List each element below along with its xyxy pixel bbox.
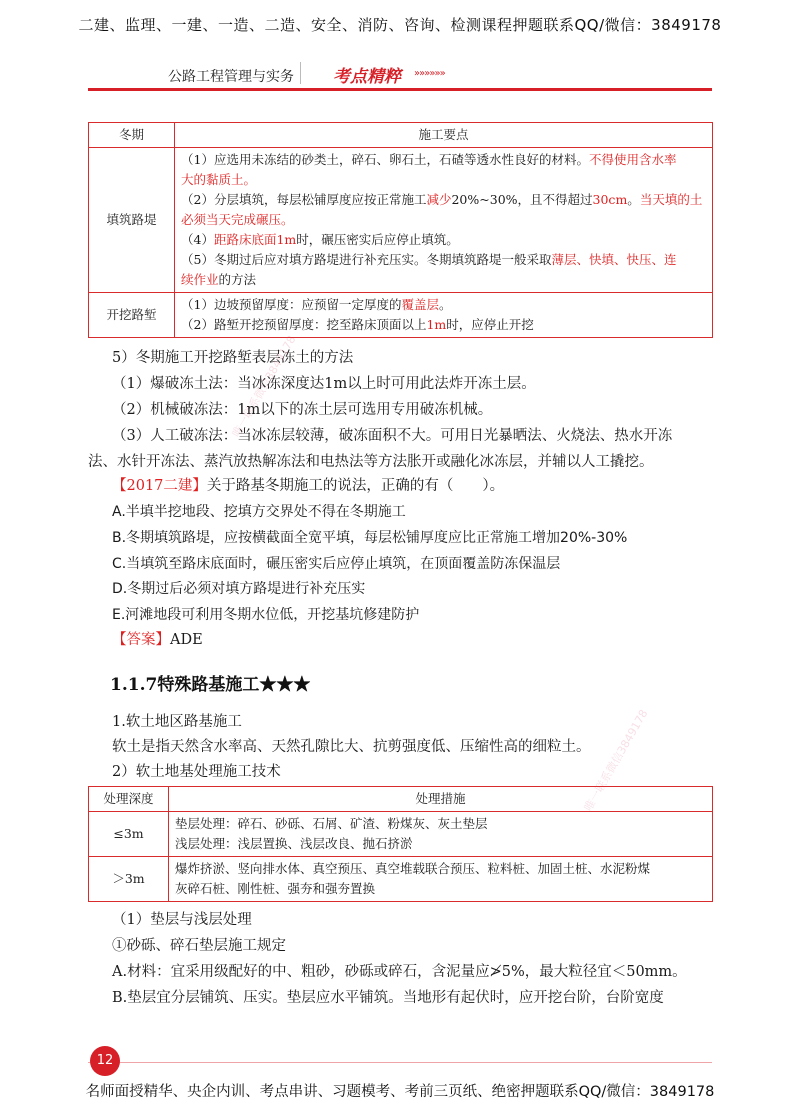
body-text: 。 xyxy=(627,192,640,207)
depth-cell-shallow: ≤3m xyxy=(89,812,169,857)
table-row-embankment xyxy=(89,148,713,293)
cushion-subheading: ①砂砾、碎石垫层施工规定 xyxy=(112,938,286,954)
highlight-text: 大的黏质土。 xyxy=(181,172,257,187)
highlight-text: 续作业 xyxy=(181,272,219,287)
rich-line xyxy=(181,295,706,315)
answer-line xyxy=(112,628,738,652)
method-mechanical: （2）机械破冻法：1m以下的冻土层可选用专用破冻机械。 xyxy=(112,402,493,418)
body-text: 20%~30%，且不得超过 xyxy=(451,192,593,207)
header-rule xyxy=(88,88,712,91)
measure-line: 垫层处理：碎石、砂砾、石屑、矿渣、粉煤灰、灰土垫层 xyxy=(175,816,488,831)
body-text: 时，应停止开挖 xyxy=(446,317,534,332)
rich-line xyxy=(181,210,706,230)
rich-line xyxy=(181,190,706,210)
table-header-row xyxy=(89,123,713,148)
table-header-row xyxy=(89,787,713,812)
method-manual-line1: （3）人工破冻法：当冰冻层较薄，破冻面积不大。可用日光暴晒法、火烧法、热水开冻 xyxy=(112,428,673,444)
measures-cell-shallow xyxy=(169,812,713,857)
highlight-text: 覆盖层 xyxy=(401,297,439,312)
question-label: 【2017二建】 xyxy=(112,478,207,494)
bottom-banner: 名师面授精华、央企内训、考点串讲、习题模考、考前三页纸、绝密押题联系QQ/微信：3849178 xyxy=(85,1084,715,1100)
soft-soil-definition: 软土是指天然含水率高、天然孔隙比大、抗剪强度低、压缩性高的细粒土。 xyxy=(112,739,591,755)
body-text: （5）冬期过后应对填方路堤进行补充压实。冬期填筑路堤一般采取 xyxy=(181,252,552,267)
row-content-cutting xyxy=(175,293,713,338)
highlight-text: 距路床底面1m xyxy=(213,232,297,247)
soft-soil-technique-heading: 2）软土地基处理施工技术 xyxy=(112,764,281,780)
measure-line: 浅层处理：浅层置换、浅层改良、抛石挤淤 xyxy=(175,836,413,851)
method-blasting: （1）爆破冻土法：当冰冻深度达1m以上时可用此法炸开冻土层。 xyxy=(112,376,536,392)
method-manual-line2: 法、水针开冻法、蒸汽放热解冻法和电热法等方法胀开或融化冰冻层，并辅以人工撬挖。 xyxy=(88,454,654,470)
body-text: （2）路堑开挖预留厚度：挖至路床顶面以上 xyxy=(181,317,427,332)
body-text: （2）分层填筑，每层松铺厚度应按正常施工 xyxy=(181,192,427,207)
rich-line xyxy=(181,170,706,190)
cushion-heading: （1）垫层与浅层处理 xyxy=(112,912,252,928)
highlight-text: 1m xyxy=(426,317,447,332)
row-category-cutting: 开挖路堑 xyxy=(89,293,175,338)
column-header-points: 施工要点 xyxy=(175,123,713,148)
rich-line xyxy=(181,230,706,250)
table-row-cutting xyxy=(89,293,713,338)
methods-heading: 5）冬期施工开挖路堑表层冻土的方法 xyxy=(112,350,354,366)
question-stem: 关于路基冬期施工的说法，正确的有（ ）。 xyxy=(206,478,505,494)
section-heading xyxy=(110,670,310,695)
column-header-depth: 处理深度 xyxy=(89,787,169,812)
table-row xyxy=(89,812,713,857)
answer-label: 【答案】 xyxy=(112,632,170,648)
measures-cell-deep xyxy=(169,857,713,902)
brand-title: 考点精粹 xyxy=(333,67,401,87)
highlight-text: 必须当天完成碾压。 xyxy=(181,212,294,227)
body-text: （4） xyxy=(181,232,214,247)
rich-line xyxy=(181,270,706,290)
subject-title: 公路工程管理与实务 xyxy=(168,69,294,85)
section-number: 1.1.7 xyxy=(110,675,158,695)
answer-value: ADE xyxy=(170,632,203,648)
highlight-text: 30cm xyxy=(592,192,628,207)
highlight-text: 不得使用含水率 xyxy=(588,152,677,167)
rich-line xyxy=(181,315,706,335)
table-row xyxy=(89,857,713,902)
body-text: 的方法 xyxy=(218,272,257,287)
row-category-embankment: 填筑路堤 xyxy=(89,148,175,293)
soft-soil-treatment-table xyxy=(88,786,713,902)
section-title: 特殊路基施工 xyxy=(157,675,260,695)
body-text: （1）边坡预留厚度：应预留一定厚度的 xyxy=(181,297,402,312)
footer-rule xyxy=(88,1062,712,1063)
option-b: B.冬期填筑路堤，应按横截面全宽平填，每层松铺厚度应比正常施工增加20%-30% xyxy=(112,530,628,546)
body-text: 时，碾压密实后应停止填筑。 xyxy=(296,232,459,247)
question-stem-line xyxy=(112,474,738,498)
watermark-text: 唯一联系微信3849178 xyxy=(581,707,651,814)
option-d: D.冬期过后必须对填方路堤进行补充压实 xyxy=(112,581,366,597)
cushion-material: A.材料：宜采用级配好的中、粗砂，砂砾或碎石，含泥量应≯5%，最大粒径宜＜50mm。 xyxy=(112,964,687,980)
rich-line xyxy=(181,150,706,170)
page-number-badge: 12 xyxy=(90,1046,120,1076)
row-content-embankment xyxy=(175,148,713,293)
chevron-decoration: »»»»»» xyxy=(414,68,445,79)
highlight-text: 当天填的土 xyxy=(639,192,703,207)
measure-line: 爆炸挤淤、竖向排水体、真空预压、真空堆载联合预压、粒料桩、加固土桩、水泥粉煤 xyxy=(175,861,651,876)
depth-cell-deep: ＞3m xyxy=(89,857,169,902)
winter-construction-table xyxy=(88,122,713,338)
highlight-text: 减少 xyxy=(426,192,452,207)
option-e: E.河滩地段可利用冬期水位低，开挖基坑修建防护 xyxy=(112,607,420,623)
body-text: （1）应选用未冻结的砂类土，碎石、卵石土，石碴等透水性良好的材料。 xyxy=(181,152,589,167)
cushion-layering: B.垫层宜分层铺筑、压实。垫层应水平铺筑。当地形有起伏时，应开挖台阶，台阶宽度 xyxy=(112,990,664,1006)
body-text: 。 xyxy=(438,297,452,312)
watermark-text: 唯一联系微信3849178 xyxy=(229,333,299,440)
column-header-measures: 处理措施 xyxy=(169,787,713,812)
top-banner: 二建、监理、一建、一造、二造、安全、消防、咨询、检测课程押题联系QQ/微信：3849178 xyxy=(78,16,722,34)
option-c: C.当填筑至路床底面时，碾压密实后应停止填筑，在顶面覆盖防冻保温层 xyxy=(112,556,561,572)
highlight-text: 薄层、快填、快压、连 xyxy=(551,252,677,267)
header-divider xyxy=(300,62,301,84)
star-rating-icon: ★★★ xyxy=(259,675,311,695)
measure-line: 灰碎石桩、刚性桩、强夯和强夯置换 xyxy=(175,881,376,896)
soft-soil-subheading: 1.软土地区路基施工 xyxy=(112,714,242,730)
column-header-season: 冬期 xyxy=(89,123,175,148)
option-a: A.半填半挖地段、挖填方交界处不得在冬期施工 xyxy=(112,504,406,520)
rich-line xyxy=(181,250,706,270)
